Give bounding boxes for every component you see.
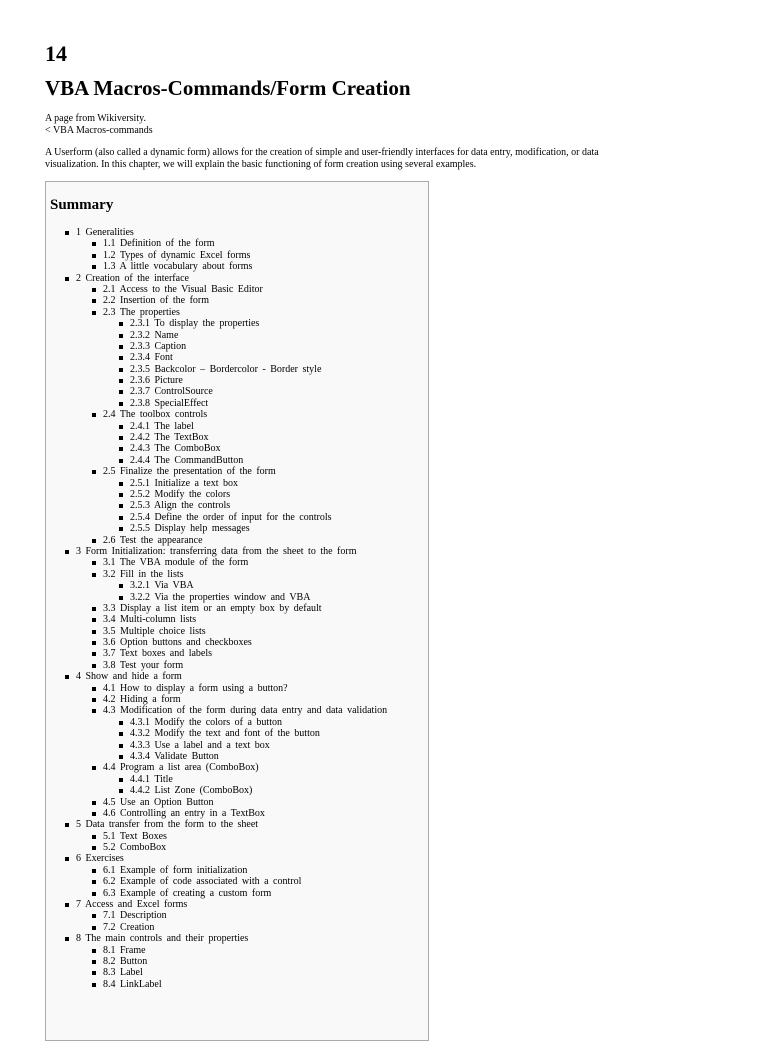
toc-item-label[interactable]: 2.3.3 Caption: [130, 340, 187, 352]
bullet-icon: [119, 789, 123, 793]
bullet-icon: [92, 766, 96, 770]
toc-item-label[interactable]: 3.3 Display a list item or an empty box by default: [103, 602, 322, 614]
bullet-icon: [92, 960, 96, 964]
toc-item-label[interactable]: 2.3.6 Picture: [130, 375, 183, 387]
bullet-icon: [119, 527, 123, 531]
toc-item[interactable]: [46, 717, 426, 728]
bullet-icon: [119, 379, 123, 383]
toc-item-label[interactable]: 8.3 Label: [103, 967, 143, 979]
bullet-icon: [65, 231, 69, 235]
toc-item-label[interactable]: 2.3.2 Name: [130, 329, 179, 341]
toc-item[interactable]: [46, 853, 426, 864]
bullet-icon: [119, 459, 123, 463]
toc-item[interactable]: [46, 295, 426, 306]
bullet-icon: [92, 983, 96, 987]
toc-item[interactable]: [46, 284, 426, 295]
toc-item-label[interactable]: 8.4 LinkLabel: [103, 978, 162, 990]
toc-item-label[interactable]: 3.2.2 Via the properties window and VBA: [130, 591, 311, 603]
toc-item[interactable]: [46, 683, 426, 694]
toc-item-label[interactable]: 4.3.2 Modify the text and font of the button: [130, 728, 320, 740]
toc-item-label[interactable]: 2.3.1 To display the properties: [130, 318, 260, 330]
toc-item[interactable]: [46, 728, 426, 739]
toc-item-label[interactable]: 3.5 Multiple choice lists: [103, 625, 206, 637]
bullet-icon: [119, 732, 123, 736]
bullet-icon: [92, 573, 96, 577]
page-number: 14: [45, 41, 67, 66]
bullet-icon: [92, 892, 96, 896]
toc-item-label[interactable]: 2.4 The toolbox controls: [103, 409, 208, 421]
bullet-icon: [92, 926, 96, 930]
toc-item-label[interactable]: 4.2 Hiding a form: [103, 694, 181, 706]
toc-item-label[interactable]: 6.3 Example of creating a custom form: [103, 887, 272, 899]
toc-item[interactable]: [46, 922, 426, 933]
toc-item-label[interactable]: 6.1 Example of form initialization: [103, 864, 248, 876]
toc-item-label[interactable]: 4 Show and hide a form: [76, 671, 182, 683]
toc-item[interactable]: [46, 910, 426, 921]
breadcrumb-link[interactable]: < VBA Macros-commands: [45, 125, 153, 136]
bullet-icon: [92, 607, 96, 611]
toc-item-label[interactable]: 2.4.4 The CommandButton: [130, 454, 244, 466]
toc-item-label[interactable]: 1.2 Types of dynamic Excel forms: [103, 249, 251, 261]
bullet-icon: [119, 322, 123, 326]
bullet-icon: [92, 698, 96, 702]
toc-item-label[interactable]: 2.1 Access to the Visual Basic Editor: [103, 283, 263, 295]
toc-item[interactable]: [46, 500, 426, 511]
toc-item[interactable]: [46, 523, 426, 534]
toc-item[interactable]: [46, 705, 426, 716]
toc-item[interactable]: [46, 227, 426, 238]
bullet-icon: [119, 493, 123, 497]
toc-item[interactable]: [46, 785, 426, 796]
toc-item[interactable]: [46, 956, 426, 967]
toc-item-label[interactable]: 4.5 Use an Option Button: [103, 796, 214, 808]
bullet-icon: [119, 482, 123, 486]
bullet-icon: [92, 914, 96, 918]
toc-item-label[interactable]: 4.3.1 Modify the colors of a button: [130, 716, 282, 728]
toc-item-label[interactable]: 2.4.3 The ComboBox: [130, 443, 221, 455]
toc-item-label[interactable]: 5 Data transfer from the form to the sheet: [76, 819, 259, 831]
toc-item[interactable]: [46, 455, 426, 466]
toc-item[interactable]: [46, 580, 426, 591]
toc-item-label[interactable]: 1 Generalities: [76, 227, 134, 238]
bullet-icon: [92, 618, 96, 622]
toc-item[interactable]: [46, 933, 426, 944]
bullet-icon: [65, 550, 69, 554]
bullet-icon: [65, 857, 69, 861]
toc-item[interactable]: [46, 774, 426, 785]
toc-item[interactable]: [46, 637, 426, 648]
toc-item[interactable]: [46, 307, 426, 318]
bullet-icon: [119, 744, 123, 748]
bullet-icon: [92, 652, 96, 656]
bullet-icon: [65, 675, 69, 679]
bullet-icon: [92, 539, 96, 543]
toc-item[interactable]: [46, 557, 426, 568]
toc-item[interactable]: [46, 945, 426, 956]
bullet-icon: [119, 721, 123, 725]
toc-item-label[interactable]: 2.5.2 Modify the colors: [130, 488, 231, 500]
table-of-contents: [45, 181, 429, 1041]
toc-item[interactable]: [46, 899, 426, 910]
toc-item-label[interactable]: 8 The main controls and their properties: [76, 933, 249, 945]
toc-item[interactable]: [46, 432, 426, 443]
bullet-icon: [119, 402, 123, 406]
bullet-icon: [65, 903, 69, 907]
toc-item[interactable]: [46, 364, 426, 375]
bullet-icon: [92, 299, 96, 303]
toc-item-label[interactable]: 2.6 Test the appearance: [103, 534, 203, 546]
bullet-icon: [119, 755, 123, 759]
toc-item[interactable]: [46, 375, 426, 386]
bullet-icon: [92, 687, 96, 691]
toc-item[interactable]: [46, 740, 426, 751]
toc-item[interactable]: [46, 626, 426, 637]
toc-item[interactable]: [46, 876, 426, 887]
toc-item[interactable]: [46, 478, 426, 489]
toc-item-label[interactable]: 3.8 Test your form: [103, 659, 184, 671]
toc-item[interactable]: [46, 238, 426, 249]
toc-item-label[interactable]: 4.6 Controlling an entry in a TextBox: [103, 807, 265, 819]
toc-item-label[interactable]: 3.2 Fill in the lists: [103, 568, 184, 580]
toc-item-label[interactable]: 2.4.2 The TextBox: [130, 432, 209, 444]
bullet-icon: [92, 561, 96, 565]
toc-item-label[interactable]: 2.3 The properties: [103, 306, 180, 318]
bullet-icon: [92, 812, 96, 816]
bullet-icon: [92, 835, 96, 839]
toc-item[interactable]: [46, 648, 426, 659]
bullet-icon: [119, 436, 123, 440]
toc-item[interactable]: [46, 546, 426, 557]
toc-item[interactable]: [46, 512, 426, 523]
toc-item[interactable]: [46, 751, 426, 762]
toc-item[interactable]: [46, 443, 426, 454]
toc-item-label[interactable]: 6.2 Example of code associated with a control: [103, 876, 302, 888]
toc-item-label[interactable]: 8.1 Frame: [103, 944, 146, 956]
toc-item[interactable]: [46, 888, 426, 899]
bullet-icon: [92, 470, 96, 474]
toc-item-label[interactable]: 2.4.1 The label: [130, 420, 194, 432]
toc-item[interactable]: [46, 341, 426, 352]
page-subtitle: A page from Wikiversity.: [45, 113, 146, 124]
bullet-icon: [92, 242, 96, 246]
toc-item-label[interactable]: 7 Access and Excel forms: [76, 899, 188, 911]
toc-item-label[interactable]: 8.2 Button: [103, 956, 148, 967]
toc-item-label[interactable]: 4.4.2 List Zone (ComboBox): [130, 785, 253, 797]
toc-item[interactable]: [46, 318, 426, 329]
bullet-icon: [119, 584, 123, 588]
bullet-icon: [119, 425, 123, 429]
toc-item[interactable]: [46, 762, 426, 773]
toc-item-label[interactable]: 5.1 Text Boxes: [103, 830, 167, 842]
toc-item[interactable]: [46, 592, 426, 603]
toc-item-label[interactable]: 2.5.4 Define the order of input for the controls: [130, 511, 332, 523]
bullet-icon: [92, 630, 96, 634]
toc-item-label[interactable]: 2.3.8 SpecialEffect: [130, 397, 209, 409]
toc-item[interactable]: [46, 398, 426, 409]
toc-item-label[interactable]: 2.5.5 Display help messages: [130, 523, 250, 535]
bullet-icon: [92, 311, 96, 315]
toc-item-label[interactable]: 3.7 Text boxes and labels: [103, 648, 213, 660]
toc-item-label[interactable]: 7.2 Creation: [103, 921, 155, 933]
toc-item[interactable]: [46, 409, 426, 420]
toc-item-label[interactable]: 4.3.3 Use a label and a text box: [130, 739, 270, 751]
bullet-icon: [119, 356, 123, 360]
toc-item-label[interactable]: 4.1 How to display a form using a button?: [103, 682, 288, 694]
toc-item-label[interactable]: 4.3 Modification of the form during data entry and data validation: [103, 705, 388, 717]
toc-item[interactable]: [46, 614, 426, 625]
toc-item-label[interactable]: 6 Exercises: [76, 853, 124, 865]
toc-item-label[interactable]: 3.1 The VBA module of the form: [103, 557, 249, 569]
toc-item[interactable]: [46, 808, 426, 819]
bullet-icon: [92, 880, 96, 884]
bullet-icon: [119, 596, 123, 600]
bullet-icon: [92, 254, 96, 258]
toc-item[interactable]: [46, 979, 426, 990]
bullet-icon: [92, 949, 96, 953]
toc-item[interactable]: [46, 603, 426, 614]
toc-item[interactable]: [46, 466, 426, 477]
intro-paragraph: A Userform (also called a dynamic form) allows for the creation of simple and user-friendly interfaces for data entry, modification, or data visualization. In this chapter, we will explain the basic functioning of form creation using several examples.: [45, 147, 599, 170]
toc-item[interactable]: [46, 842, 426, 853]
toc-item-label[interactable]: 7.1 Description: [103, 910, 167, 922]
toc-item[interactable]: [46, 831, 426, 842]
bullet-icon: [92, 869, 96, 873]
bullet-icon: [92, 664, 96, 668]
bullet-icon: [92, 641, 96, 645]
toc-item-label[interactable]: 4.4.1 Title: [130, 773, 173, 785]
toc-item-label[interactable]: 2.5.3 Align the controls: [130, 500, 231, 512]
toc-item-label[interactable]: 2.5 Finalize the presentation of the form: [103, 466, 276, 478]
toc-item[interactable]: [46, 694, 426, 705]
toc-item[interactable]: [46, 660, 426, 671]
bullet-icon: [119, 334, 123, 338]
bullet-icon: [92, 288, 96, 292]
toc-item-label[interactable]: 4.4 Program a list area (ComboBox): [103, 762, 259, 774]
bullet-icon: [119, 447, 123, 451]
bullet-icon: [92, 846, 96, 850]
toc-item-label[interactable]: 3 Form Initialization: transferring data from the sheet to the form: [76, 545, 357, 557]
toc-item-label[interactable]: 3.4 Multi-column lists: [103, 614, 197, 626]
toc-item[interactable]: [46, 671, 426, 682]
toc-item[interactable]: [46, 273, 426, 284]
bullet-icon: [92, 413, 96, 417]
toc-item-label[interactable]: 5.2 ComboBox: [103, 842, 167, 854]
toc-item-label[interactable]: 2.3.7 ControlSource: [130, 386, 213, 398]
bullet-icon: [119, 504, 123, 508]
bullet-icon: [92, 801, 96, 805]
toc-item-label[interactable]: 2.5.1 Initialize a text box: [130, 477, 238, 489]
toc-item[interactable]: [46, 797, 426, 808]
toc-item-label[interactable]: 3.2.1 Via VBA: [130, 580, 194, 592]
toc-item-label[interactable]: 2 Creation of the interface: [76, 272, 189, 284]
bullet-icon: [119, 778, 123, 782]
toc-item-label[interactable]: 2.2 Insertion of the form: [103, 295, 210, 307]
bullet-icon: [92, 971, 96, 975]
toc-item-label[interactable]: 2.3.4 Font: [130, 352, 173, 364]
bullet-icon: [92, 709, 96, 713]
toc-item[interactable]: [46, 421, 426, 432]
bullet-icon: [65, 937, 69, 941]
toc-item[interactable]: [46, 819, 426, 830]
bullet-icon: [65, 277, 69, 281]
toc-item-label[interactable]: 3.6 Option buttons and checkboxes: [103, 637, 252, 649]
toc-item-label[interactable]: 2.3.5 Backcolor – Bordercolor - Border style: [130, 363, 322, 375]
toc-title: Summary: [50, 197, 114, 213]
toc-item[interactable]: [46, 250, 426, 261]
toc-item[interactable]: [46, 865, 426, 876]
toc-item[interactable]: [46, 330, 426, 341]
bullet-icon: [119, 368, 123, 372]
bullet-icon: [119, 345, 123, 349]
page-title: VBA Macros-Commands/Form Creation: [45, 76, 411, 100]
bullet-icon: [119, 390, 123, 394]
toc-item-label[interactable]: 4.3.4 Validate Button: [130, 750, 219, 762]
toc-item[interactable]: [46, 569, 426, 580]
toc-item-label[interactable]: 1.3 A little vocabulary about forms: [103, 261, 253, 273]
toc-item[interactable]: [46, 352, 426, 363]
toc-item[interactable]: [46, 967, 426, 978]
bullet-icon: [119, 516, 123, 520]
toc-item[interactable]: [46, 261, 426, 272]
toc-item-label[interactable]: 1.1 Definition of the form: [103, 238, 215, 250]
bullet-icon: [65, 823, 69, 827]
toc-item[interactable]: [46, 489, 426, 500]
toc-item[interactable]: [46, 535, 426, 546]
toc-list: [46, 227, 426, 990]
bullet-icon: [92, 265, 96, 269]
toc-item[interactable]: [46, 386, 426, 397]
